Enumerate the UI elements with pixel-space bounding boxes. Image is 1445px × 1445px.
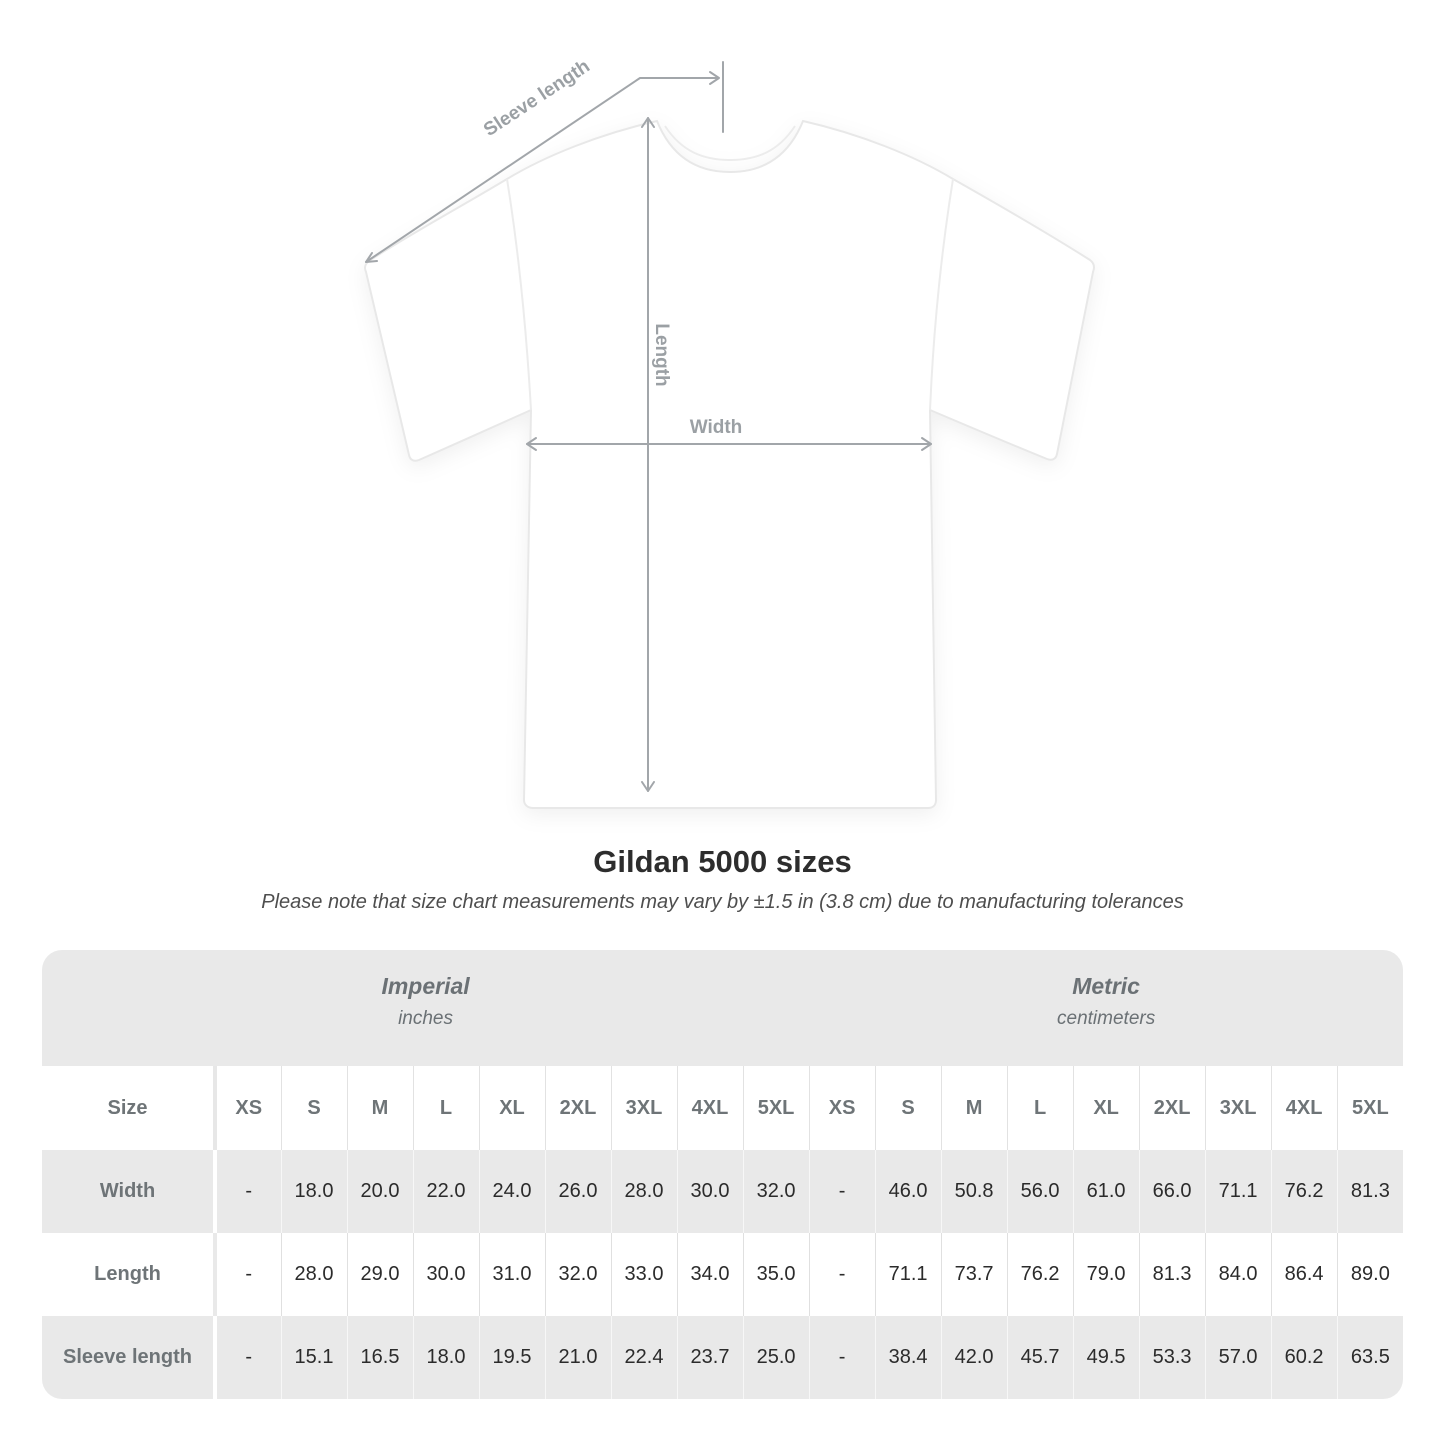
value-cell: 53.3	[1139, 1316, 1205, 1399]
size-column-header: XL	[1073, 1066, 1139, 1150]
value-cell: 19.5	[479, 1316, 545, 1399]
value-cell: 66.0	[1139, 1150, 1205, 1233]
value-cell: 32.0	[743, 1150, 809, 1233]
value-cell: 34.0	[677, 1233, 743, 1316]
title-block	[0, 843, 1445, 914]
value-cell: 31.0	[479, 1233, 545, 1316]
value-cell: -	[809, 1233, 875, 1316]
value-cell: 79.0	[1073, 1233, 1139, 1316]
imperial-section-unit: inches	[398, 1008, 453, 1029]
value-cell: 49.5	[1073, 1316, 1139, 1399]
size-column-header: 5XL	[1337, 1066, 1403, 1150]
value-cell: 84.0	[1205, 1233, 1271, 1316]
tolerance-note: Please note that size chart measurements may vary by ±1.5 in (3.8 cm) due to manufacturing tolerances	[261, 891, 1184, 913]
value-cell: 86.4	[1271, 1233, 1337, 1316]
value-cell: 71.1	[1205, 1150, 1271, 1233]
size-column-header: 3XL	[1205, 1066, 1271, 1150]
value-cell: 15.1	[281, 1316, 347, 1399]
value-cell: 76.2	[1007, 1233, 1073, 1316]
value-cell: 23.7	[677, 1316, 743, 1399]
unit-band-row	[42, 950, 1403, 1066]
tshirt-collar-band	[665, 126, 795, 160]
size-header-row	[42, 1066, 1403, 1150]
value-cell: 16.5	[347, 1316, 413, 1399]
metric-section-unit: centimeters	[1057, 1008, 1156, 1029]
value-cell: 29.0	[347, 1233, 413, 1316]
size-column-header: S	[281, 1066, 347, 1150]
table-row	[42, 1150, 1403, 1233]
value-cell: 21.0	[545, 1316, 611, 1399]
size-column-header: S	[875, 1066, 941, 1150]
size-column-header: M	[347, 1066, 413, 1150]
size-column-header: 3XL	[611, 1066, 677, 1150]
value-cell: -	[215, 1233, 281, 1316]
size-column-header: 5XL	[743, 1066, 809, 1150]
value-cell: 18.0	[413, 1316, 479, 1399]
sleeve-length-label: Sleeve length	[480, 55, 594, 141]
metric-section-name: Metric	[1072, 973, 1140, 999]
table-row	[42, 1316, 1403, 1399]
value-cell: -	[809, 1316, 875, 1399]
size-column-header: 4XL	[677, 1066, 743, 1150]
value-cell: 26.0	[545, 1150, 611, 1233]
value-cell: 33.0	[611, 1233, 677, 1316]
size-column-header: XS	[215, 1066, 281, 1150]
value-cell: 22.4	[611, 1316, 677, 1399]
value-cell: 42.0	[941, 1316, 1007, 1399]
value-cell: 18.0	[281, 1150, 347, 1233]
tshirt-graphic	[365, 121, 1094, 808]
metric-section-header	[809, 950, 1403, 1066]
size-table	[42, 950, 1403, 1399]
value-cell: -	[215, 1150, 281, 1233]
value-cell: 60.2	[1271, 1316, 1337, 1399]
value-cell: 76.2	[1271, 1150, 1337, 1233]
size-column-header: M	[941, 1066, 1007, 1150]
value-cell: 45.7	[1007, 1316, 1073, 1399]
row-label: Sleeve length	[42, 1316, 215, 1399]
value-cell: -	[809, 1150, 875, 1233]
row-label: Width	[42, 1150, 215, 1233]
value-cell: 73.7	[941, 1233, 1007, 1316]
value-cell: 57.0	[1205, 1316, 1271, 1399]
size-column-label: Size	[42, 1066, 215, 1150]
value-cell: 61.0	[1073, 1150, 1139, 1233]
size-column-header: L	[1007, 1066, 1073, 1150]
value-cell: 38.4	[875, 1316, 941, 1399]
size-column-header: 2XL	[545, 1066, 611, 1150]
value-cell: 35.0	[743, 1233, 809, 1316]
size-column-header: XL	[479, 1066, 545, 1150]
value-cell: -	[215, 1316, 281, 1399]
value-cell: 30.0	[677, 1150, 743, 1233]
value-cell: 50.8	[941, 1150, 1007, 1233]
value-cell: 22.0	[413, 1150, 479, 1233]
value-cell: 56.0	[1007, 1150, 1073, 1233]
value-cell: 25.0	[743, 1316, 809, 1399]
width-label: Width	[689, 417, 743, 438]
size-column-header: XS	[809, 1066, 875, 1150]
value-cell: 20.0	[347, 1150, 413, 1233]
imperial-section-name: Imperial	[381, 973, 470, 999]
imperial-section-header	[42, 950, 809, 1066]
value-cell: 32.0	[545, 1233, 611, 1316]
value-cell: 71.1	[875, 1233, 941, 1316]
size-table-body	[42, 1150, 1403, 1399]
value-cell: 24.0	[479, 1150, 545, 1233]
value-cell: 63.5	[1337, 1316, 1403, 1399]
value-cell: 30.0	[413, 1233, 479, 1316]
size-column-header: 2XL	[1139, 1066, 1205, 1150]
length-label: Length	[651, 323, 672, 387]
value-cell: 28.0	[611, 1150, 677, 1233]
value-cell: 28.0	[281, 1233, 347, 1316]
size-table-container	[42, 950, 1403, 1399]
table-row	[42, 1233, 1403, 1316]
value-cell: 81.3	[1337, 1150, 1403, 1233]
value-cell: 46.0	[875, 1150, 941, 1233]
value-cell: 81.3	[1139, 1233, 1205, 1316]
page-title: Gildan 5000 sizes	[593, 844, 852, 879]
value-cell: 89.0	[1337, 1233, 1403, 1316]
tshirt-body	[365, 121, 1094, 808]
size-column-header: L	[413, 1066, 479, 1150]
size-column-header: 4XL	[1271, 1066, 1337, 1150]
row-label: Length	[42, 1233, 215, 1316]
